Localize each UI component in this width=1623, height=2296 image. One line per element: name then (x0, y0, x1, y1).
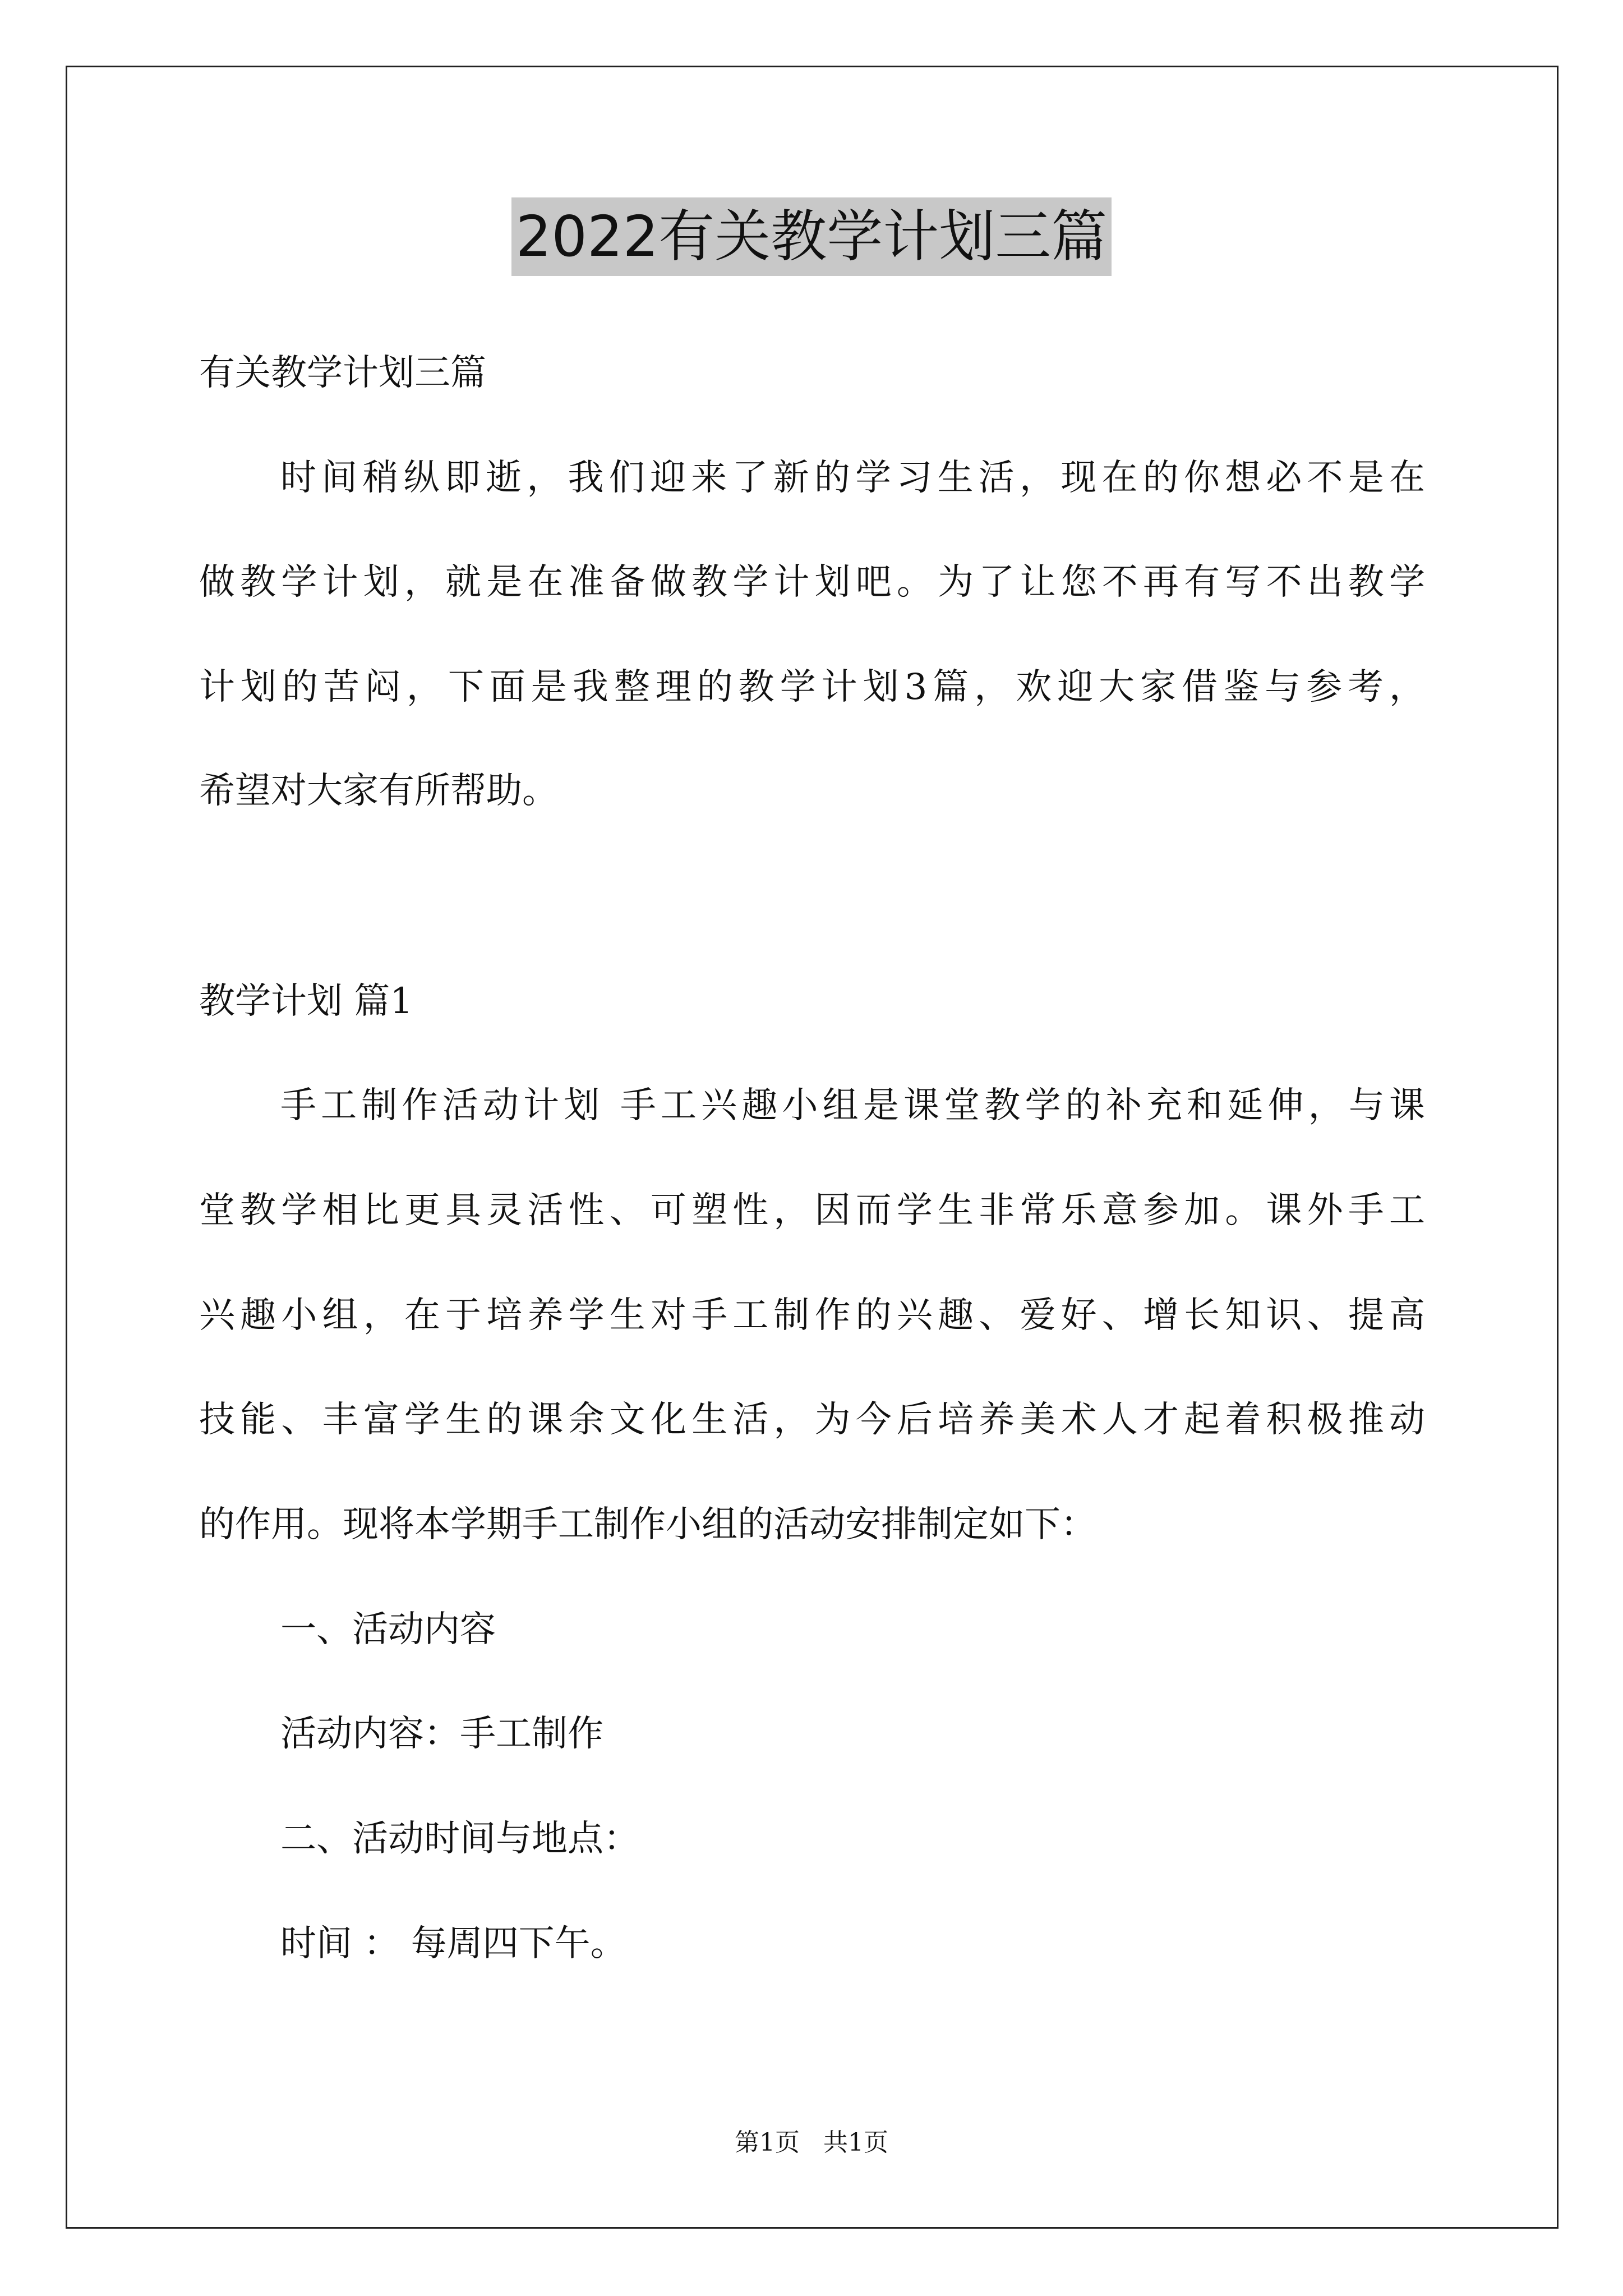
item-1-text: 活动内容：手工制作 (280, 1713, 603, 1755)
section-heading: 教学计划 篇1 (199, 981, 413, 1022)
title-container (0, 197, 1623, 276)
item-2-text: 时间 ： 每周四下午。 (280, 1923, 626, 1964)
section-line-1: 手工制作活动计划 手工兴趣小组是课堂教学的补充和延伸，与课 (280, 1085, 1425, 1126)
intro-line-4: 希望对大家有所帮助。 (199, 770, 558, 812)
section-line-4: 技能、丰富学生的课余文化生活，为今后培养美术人才起着积极推动 (199, 1399, 1425, 1441)
intro-line-2: 做教学计划，就是在准备做教学计划吧。为了让您不再有写不出教学 (199, 562, 1425, 603)
page-total: 共1页 (823, 2128, 888, 2157)
page-footer (0, 2126, 1623, 2160)
section-line-3: 兴趣小组，在于培养学生对手工制作的兴趣、爱好、增长知识、提高 (199, 1295, 1425, 1336)
page-number: 第1页 (735, 2128, 800, 2157)
section-line-5: 的作用。现将本学期手工制作小组的活动安排制定如下： (199, 1504, 1096, 1545)
intro-line-3: 计划的苦闷，下面是我整理的教学计划3篇，欢迎大家借鉴与参考， (199, 666, 1425, 708)
section-line-2: 堂教学相比更具灵活性、可塑性，因而学生非常乐意参加。课外手工 (199, 1190, 1425, 1231)
item-2-heading: 二、活动时间与地点： (280, 1818, 639, 1860)
document-subtitle: 有关教学计划三篇 (199, 352, 486, 394)
document-title: 2022有关教学计划三篇 (511, 197, 1112, 276)
intro-line-1: 时间稍纵即逝，我们迎来了新的学习生活，现在的你想必不是在 (280, 457, 1425, 499)
item-1-heading: 一、活动内容 (280, 1609, 496, 1650)
